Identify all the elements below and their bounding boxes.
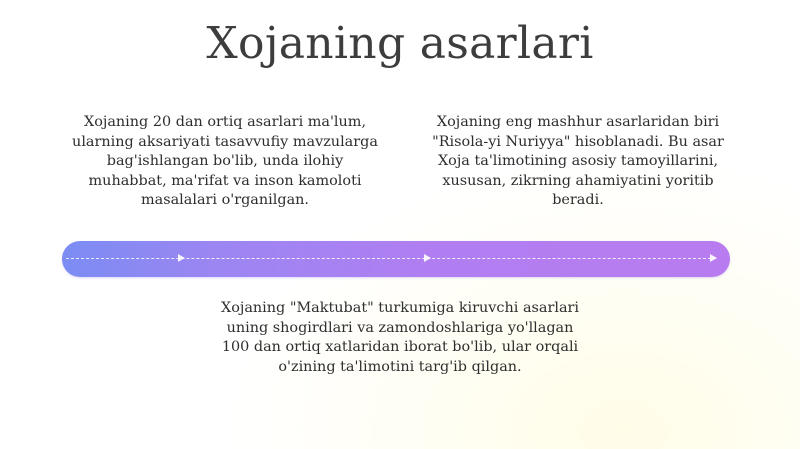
text-block-second: Xojaning eng mashhur asarlaridan biri "Risola-yi Nuriyya" hisoblanadi. Bu asar Xoja ta'limotining asosiy tamoyillarini, xususan, zikrning ahamiyatini yoritib beradi. xyxy=(432,114,724,208)
arrow-right-icon xyxy=(178,254,185,262)
arrow-right-icon xyxy=(710,254,717,262)
arrow-right-icon xyxy=(424,254,431,262)
text-block-third: Xojaning "Maktubat" turkumiga kiruvchi asarlari uning shogirdlari va zamondoshlariga yo'llagan 100 dan ortiq xatlaridan iborat bo'lib, ular orqali o'zining ta'limotini targ'ib qilgan. xyxy=(220,300,580,375)
text-block-first: Xojaning 20 dan ortiq asarlari ma'lum, ularning aksariyati tasavvufiy mavzularga bag'ishlangan bo'lib, unda ilohiy muhabbat, ma'rifat va inson kamoloti masalalari o'rganilgan. xyxy=(72,114,378,208)
timeline-bar xyxy=(62,241,730,277)
slide-title: Xojaning asarlari xyxy=(206,18,594,69)
timeline-dashed-line xyxy=(66,258,716,259)
